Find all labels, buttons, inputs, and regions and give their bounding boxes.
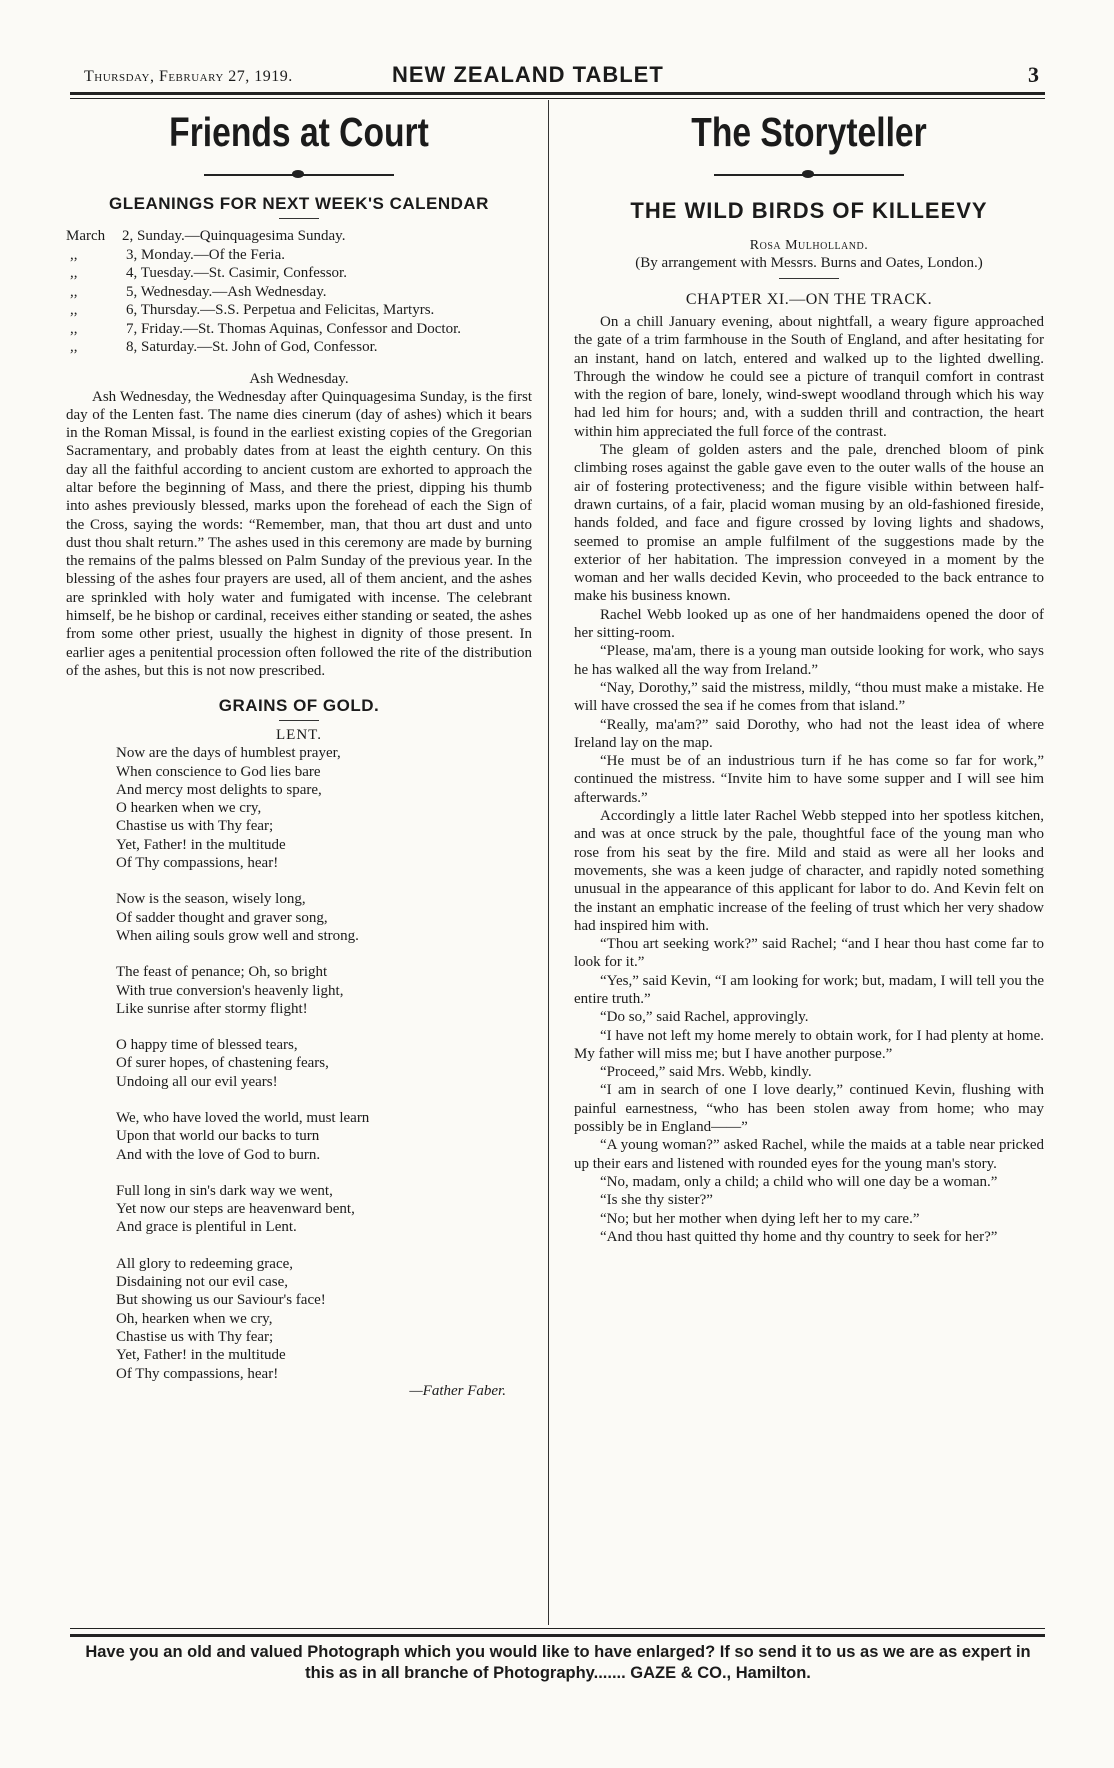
poem-stanza <box>116 744 532 872</box>
story-title: THE WILD BIRDS OF KILLEEVY <box>630 198 988 223</box>
poem-line: Of Thy compassions, hear! <box>116 1365 279 1382</box>
poem-line: O hearken when we cry, <box>116 800 262 817</box>
poem-line: Now are the days of humblest prayer, <box>116 745 341 762</box>
header-rule <box>70 92 1045 95</box>
poem-line: All glory to redeeming grace, <box>116 1255 294 1272</box>
story-paragraph: “Nay, Dorothy,” said the mistress, mildly, “thou must make a mistake. He will have crossed the sea if he comes from that island.” <box>574 679 1044 715</box>
footer-rule <box>70 1634 1045 1637</box>
ornament-rule <box>714 170 904 180</box>
story-paragraph: “I have not left my home merely to obtain work, for I had plenty at home. My father will miss me; but I have another purpose.” <box>574 1027 1044 1062</box>
calendar-entry <box>66 227 532 246</box>
calendar-text: 8, Saturday.—St. John of God, Confessor. <box>126 339 378 355</box>
poem-line: When conscience to God lies bare <box>116 763 321 780</box>
story-paragraph: The gleam of golden asters and the pale, drenched bloom of pink climbing roses against the gable gave even to the outer walls of the house an air of fostering protectiveness; and the figure visible within between half-drawn curtains, of a fair, placid woman musing by an old-fashioned fireside, hands folded, and face and figure crossed by loving lights and shadows, seemed to promise an ample fulfilment of the suggestions made by the exterior of her habitation. The impression conveyed in a moment by the woman and her walls decided Kevin, who proceeded to the back entrance to make his business known. <box>574 442 1044 605</box>
poem-line: Chastise us with Thy fear; <box>116 818 274 835</box>
story-paragraph: “He must be of an industrious turn if he has come so far for work,” continued the mistress. “Invite him to have some supper and I will see him afterwards.” <box>574 753 1044 806</box>
story-author: Rosa Mulholland. <box>749 238 869 253</box>
divider <box>279 218 319 219</box>
poem-stanza <box>116 890 532 945</box>
poem-line: Chastise us with Thy fear; <box>116 1328 274 1345</box>
calendar-text: 5, Wednesday.—Ash Wednesday. <box>126 283 327 300</box>
issue-date: Thursday, February 27, 1919. <box>84 68 293 85</box>
poem-line: Of sadder thought and graver song, <box>116 909 328 926</box>
ash-wednesday-text: Ash Wednesday, the Wednesday after Quinquagesima Sunday, is the first day of the Lenten fast. The name dies cinerum (day of ashes) which it bears in the Roman Missal, is found in the earliest existing copies of the Gregorian Sacramentary, and probably dates from at least the eighth century. On this day all the faithful according to ancient custom are exhorted to approach the altar before the beginning of Mass, and there the priest, dipping his thumb into ashes previously blessed, marks upon the forehead of each the Sign of the Cross, saying the words: “Remember, man, that thou art dust and unto dust thou shalt return.” The ashes used in this ceremony are made by burning the remains of the palms blessed on Palm Sunday of the previous year. In the blessing of the ashes four prayers are used, all of them ancient, and the ashes are sprinkled with holy water and fumigated with incense. The celebrant himself, be he bishop or cardinal, receives either standing or seated, the ashes from some other priest, usually the highest in dignity of those present. In earlier ages a penitential procession often followed the rite of the distribution of the ashes, but this is not now prescribed. <box>66 388 532 679</box>
ash-wednesday-title: Ash Wednesday. <box>249 370 349 387</box>
calendar-entry <box>66 264 532 283</box>
poem-title: LENT. <box>276 727 322 744</box>
calendar-entry <box>66 320 532 339</box>
story-paragraph: “Thou art seeking work?” said Rachel; “and I hear thou hast come far to look for it.” <box>574 936 1044 971</box>
photography-advert: Have you an old and valued Photograph which you would like to have enlarged? If so send it to us as we are as expert in this as in all branche of Photography....... GAZE & CO., Hamilton. <box>85 1643 1031 1682</box>
poem-stanza <box>116 1109 532 1164</box>
calendar-text: 3, Monday.—Of the Feria. <box>126 246 285 263</box>
calendar-text: 2, Sunday.—Quinquagesima Sunday. <box>122 228 346 244</box>
story-paragraph: “Yes,” said Kevin, “I am looking for work; but, madam, I will tell you the entire truth.” <box>574 972 1044 1007</box>
poem-line: Yet now our steps are heavenward bent, <box>116 1201 355 1218</box>
story-paragraph: On a chill January evening, about nightfall, a weary figure approached the gate of a trim farmhouse in the South of England, and after hesitating for an instant, hand on latch, entered and walked up to the lighted dwelling. Through the window he could see a picture of tranquil comfort in contrast with the region of bare, lonely, wind-swept woodland through which his way had led him for hours; and, with a sudden thrill and contraction, the heart within him appreciated the full force of the contrast. <box>574 314 1044 440</box>
story-paragraph: “No; but her mother when dying left her to my care.” <box>600 1210 920 1227</box>
poem-line: Full long in sin's dark way we went, <box>116 1182 333 1199</box>
story-paragraph: Accordingly a little later Rachel Webb stepped into her spotless kitchen, and was at once struck by the pale, thoughtful face of the young man who rose from his seat by the fire. Mild and staid as were all her looks and movements, she was a keen judge of character, and rapidly noted something unusual in the appearance of this applicant for labor to do. And Kevin felt on the instant an emphatic increase of the feeling of trust which her very shadow had inspired him with. <box>574 808 1044 934</box>
divider <box>279 720 319 721</box>
poem-line: Now is the season, wisely long, <box>116 891 306 908</box>
poem-line: Yet, Father! in the multitude <box>116 1347 286 1364</box>
footer-rule-thin <box>70 1628 1045 1629</box>
column-divider <box>548 100 549 1625</box>
story-paragraph: “Really, ma'am?” said Dorothy, who had not the least idea of where Ireland lay on the map. <box>574 716 1044 751</box>
poem-line: And mercy most delights to spare, <box>116 781 322 798</box>
calendar-list <box>66 227 532 357</box>
story-paragraph: “Do so,” said Rachel, approvingly. <box>600 1009 809 1026</box>
page-number: 3 <box>1028 62 1039 87</box>
chapter-title: CHAPTER XI.—ON THE TRACK. <box>685 291 933 308</box>
calendar-entry <box>66 246 532 265</box>
story-paragraph: Rachel Webb looked up as one of her handmaidens opened the door of her sitting-room. <box>574 606 1044 642</box>
calendar-text: 7, Friday.—St. Thomas Aquinas, Confessor and Doctor. <box>126 320 461 337</box>
poem-line: Of surer hopes, of chastening fears, <box>116 1055 329 1072</box>
calendar-month: ,, <box>70 265 78 281</box>
poem <box>116 744 532 1383</box>
poem-line: Yet, Father! in the multitude <box>116 836 286 853</box>
poem-line: But showing us our Saviour's face! <box>116 1292 326 1309</box>
calendar-month: ,, <box>70 320 78 337</box>
story-paragraph: “Proceed,” said Mrs. Webb, kindly. <box>600 1064 812 1081</box>
story-paragraph: “Is she thy sister?” <box>600 1192 713 1209</box>
poem-stanza <box>116 1255 532 1383</box>
calendar-title: GLEANINGS FOR NEXT WEEK'S CALENDAR <box>109 194 489 213</box>
divider <box>779 278 839 279</box>
poem-line: Disdaining not our evil case, <box>116 1274 289 1291</box>
page-header <box>84 62 1039 88</box>
poem-line: O happy time of blessed tears, <box>116 1037 298 1054</box>
story-body <box>574 313 1044 1246</box>
poem-stanza <box>116 1036 532 1091</box>
masthead: NEW ZEALAND TABLET <box>392 62 664 87</box>
story-paragraph: “And thou hast quitted thy home and thy country to seek for her?” <box>600 1228 998 1245</box>
right-column <box>574 104 1044 1246</box>
calendar-month: ,, <box>70 339 78 355</box>
calendar-month: ,, <box>70 246 78 263</box>
story-paragraph: “I am in search of one I love dearly,” continued Kevin, flushing with painful earnestness, “who has been stolen away from home; who may possibly be in England——” <box>574 1082 1044 1136</box>
left-column <box>66 104 532 1400</box>
calendar-entry <box>66 283 532 302</box>
story-paragraph: “Please, ma'am, there is a young man outside looking for work, who says he has walked all the way from Ireland.” <box>574 643 1044 678</box>
poem-line: When ailing souls grow well and strong. <box>116 927 359 944</box>
poem-line: The feast of penance; Oh, so bright <box>116 964 328 981</box>
header-rule-thin <box>70 98 1045 99</box>
story-credit: (By arrangement with Messrs. Burns and Oates, London.) <box>635 255 983 271</box>
ornament-rule <box>204 170 394 180</box>
calendar-month: March <box>66 228 106 244</box>
poem-line: Like sunrise after stormy flight! <box>116 1000 308 1017</box>
calendar-entry <box>66 338 532 357</box>
poem-line: And grace is plentiful in Lent. <box>116 1219 297 1236</box>
poem-stanza <box>116 1182 532 1237</box>
poem-line: Of Thy compassions, hear! <box>116 855 279 872</box>
poem-attribution: —Father Faber. <box>409 1382 506 1399</box>
story-paragraph: “No, madam, only a child; a child who will one day be a woman.” <box>600 1173 998 1190</box>
grains-title: GRAINS OF GOLD. <box>218 696 380 716</box>
calendar-month: ,, <box>70 283 78 300</box>
poem-line: And with the love of God to burn. <box>116 1146 321 1163</box>
poem-line: Oh, hearken when we cry, <box>116 1310 273 1327</box>
section-heading-friends-at-court: Friends at Court <box>169 109 429 155</box>
poem-line: With true conversion's heavenly light, <box>116 982 344 999</box>
section-heading-storyteller: The Storyteller <box>691 109 927 155</box>
poem-stanza <box>116 963 532 1018</box>
poem-line: We, who have loved the world, must learn <box>116 1110 370 1126</box>
calendar-text: 6, Thursday.—S.S. Perpetua and Felicitas, Martyrs. <box>126 302 435 318</box>
calendar-month: ,, <box>70 302 78 318</box>
calendar-text: 4, Tuesday.—St. Casimir, Confessor. <box>126 265 347 281</box>
calendar-entry <box>66 301 532 320</box>
story-paragraph: “A young woman?” asked Rachel, while the maids at a table near pricked up their ears and listened with rounded eyes for the young man's story. <box>574 1137 1044 1172</box>
poem-line: Undoing all our evil years! <box>116 1073 278 1090</box>
poem-line: Upon that world our backs to turn <box>116 1128 320 1145</box>
